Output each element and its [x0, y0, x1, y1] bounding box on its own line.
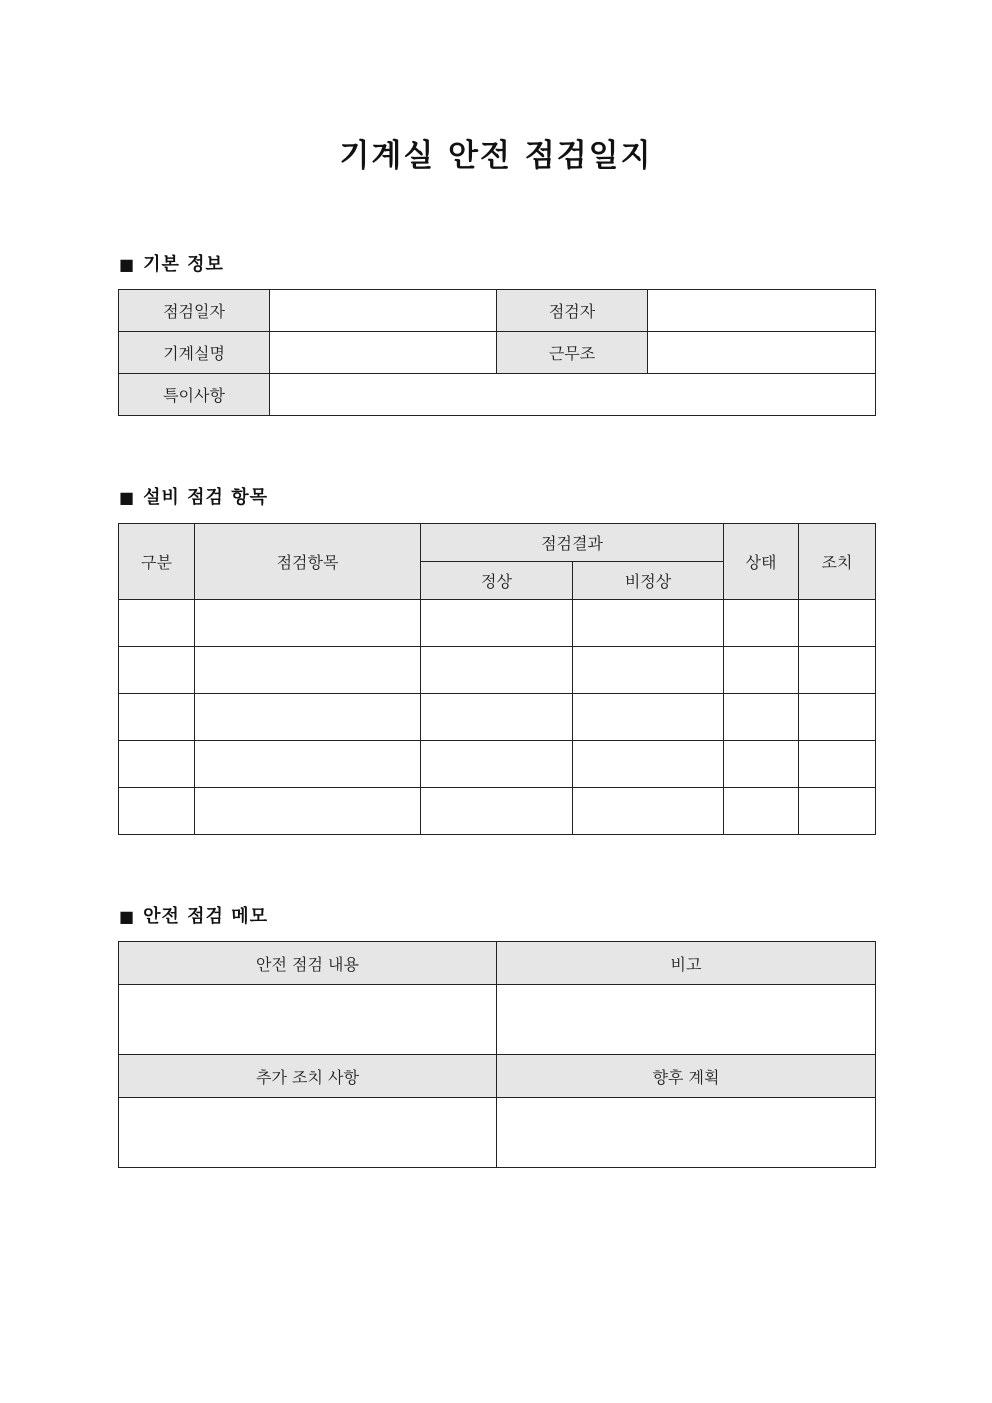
notes-field[interactable]	[270, 374, 876, 416]
shift-label: 근무조	[497, 332, 648, 374]
action-cell[interactable]	[799, 694, 876, 741]
basic-info-row	[119, 374, 876, 416]
basic-info-heading-label: 기본 정보	[143, 254, 224, 275]
status-cell[interactable]	[724, 788, 799, 835]
table-row	[119, 788, 876, 835]
inspector-field[interactable]	[648, 290, 876, 332]
category-cell[interactable]	[119, 647, 195, 694]
plan-field[interactable]	[497, 1098, 876, 1168]
category-cell[interactable]	[119, 694, 195, 741]
plan-header: 향후 계획	[497, 1055, 876, 1098]
basic-info-table	[118, 289, 876, 416]
basic-info-row	[119, 332, 876, 374]
abnormal-header: 비정상	[573, 562, 724, 600]
room-name-field[interactable]	[270, 332, 497, 374]
item-cell[interactable]	[195, 694, 421, 741]
abnormal-cell[interactable]	[573, 647, 724, 694]
abnormal-cell[interactable]	[573, 741, 724, 788]
basic-info-row	[119, 290, 876, 332]
additional-header: 추가 조치 사항	[119, 1055, 497, 1098]
result-header: 점검결과	[421, 524, 724, 562]
action-cell[interactable]	[799, 788, 876, 835]
normal-cell[interactable]	[421, 694, 573, 741]
equipment-heading	[119, 486, 268, 510]
memo-heading-label: 안전 점검 메모	[143, 906, 268, 927]
notes-label: 특이사항	[119, 374, 270, 416]
normal-cell[interactable]	[421, 741, 573, 788]
memo-body-row	[119, 985, 876, 1055]
date-field[interactable]	[270, 290, 497, 332]
action-header: 조치	[799, 524, 876, 600]
action-cell[interactable]	[799, 647, 876, 694]
abnormal-cell[interactable]	[573, 694, 724, 741]
date-label: 점검일자	[119, 290, 270, 332]
status-cell[interactable]	[724, 741, 799, 788]
inspector-label: 점검자	[497, 290, 648, 332]
page-title: 기계실 안전 점검일지	[339, 138, 653, 174]
status-cell[interactable]	[724, 694, 799, 741]
action-cell[interactable]	[799, 600, 876, 647]
table-row	[119, 600, 876, 647]
status-header: 상태	[724, 524, 799, 600]
memo-body-row	[119, 1098, 876, 1168]
basic-info-heading	[119, 253, 224, 277]
content-header: 안전 점검 내용	[119, 942, 497, 985]
item-cell[interactable]	[195, 600, 421, 647]
normal-header: 정상	[421, 562, 573, 600]
action-cell[interactable]	[799, 741, 876, 788]
item-cell[interactable]	[195, 788, 421, 835]
status-cell[interactable]	[724, 647, 799, 694]
memo-heading	[119, 905, 268, 929]
shift-field[interactable]	[648, 332, 876, 374]
status-cell[interactable]	[724, 600, 799, 647]
square-bullet-icon: ■	[119, 488, 136, 507]
normal-cell[interactable]	[421, 600, 573, 647]
item-cell[interactable]	[195, 647, 421, 694]
equipment-heading-label: 설비 점검 항목	[143, 487, 268, 508]
category-header: 구분	[119, 524, 195, 600]
memo-header-row	[119, 942, 876, 985]
normal-cell[interactable]	[421, 647, 573, 694]
content-field[interactable]	[119, 985, 497, 1055]
abnormal-cell[interactable]	[573, 788, 724, 835]
room-name-label: 기계실명	[119, 332, 270, 374]
table-row	[119, 741, 876, 788]
memo-header-row	[119, 1055, 876, 1098]
memo-table	[118, 941, 876, 1168]
abnormal-cell[interactable]	[573, 600, 724, 647]
category-cell[interactable]	[119, 600, 195, 647]
normal-cell[interactable]	[421, 788, 573, 835]
square-bullet-icon: ■	[119, 907, 136, 926]
category-cell[interactable]	[119, 741, 195, 788]
remarks-field[interactable]	[497, 985, 876, 1055]
item-cell[interactable]	[195, 741, 421, 788]
equipment-table	[118, 523, 876, 835]
equipment-header-row	[119, 524, 876, 562]
remarks-header: 비고	[497, 942, 876, 985]
square-bullet-icon: ■	[119, 255, 136, 274]
additional-field[interactable]	[119, 1098, 497, 1168]
table-row	[119, 694, 876, 741]
category-cell[interactable]	[119, 788, 195, 835]
item-header: 점검항목	[195, 524, 421, 600]
table-row	[119, 647, 876, 694]
